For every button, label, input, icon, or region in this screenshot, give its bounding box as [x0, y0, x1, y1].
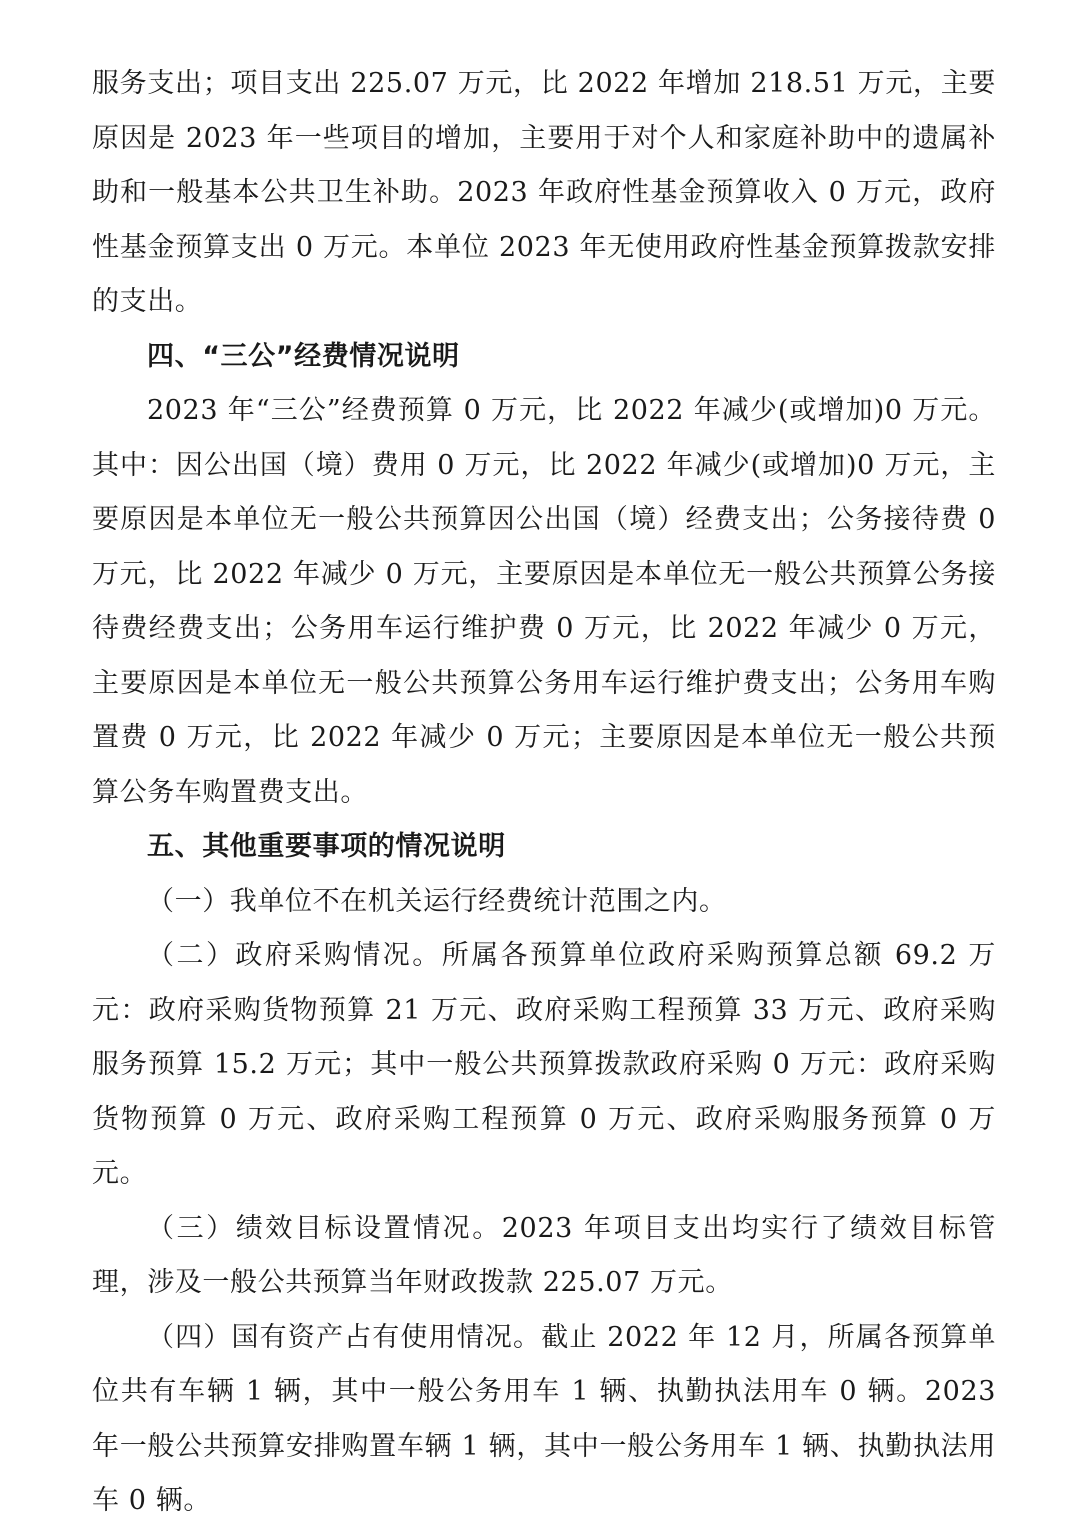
document-page	[92, 57, 996, 1529]
paragraph-budget-expenditure: 服务支出；项目支出 225.07 万元，比 2022 年增加 218.51 万元，主要原因是 2023 年一些项目的增加，主要用于对个人和家庭补助中的遗属补助和一般基本公共卫生补助。2023 年政府性基金预算收入 0 万元，政府性基金预算支出 0 万元。本单位 2023 年无使用政府性基金预算拨款安排的支出。	[92, 68, 996, 317]
paragraph-state-assets: （四）国有资产占有使用情况。截止 2022 年 12 月，所属各预算单位共有车辆 1 辆，其中一般公务用车 1 辆、执勤执法用车 0 辆。2023 年一般公共预算安排购置车辆 1 辆，其中一般公务用车 1 辆、执勤执法用车 0 辆。	[92, 1321, 996, 1516]
paragraph-performance-targets: （三）绩效目标设置情况。2023 年项目支出均实行了绩效目标管理，涉及一般公共预算当年财政拨款 225.07 万元。	[92, 1212, 996, 1298]
paragraph-operating-costs: （一）我单位不在机关运行经费统计范围之内。	[147, 885, 727, 917]
paragraph-three-public-expenses: 2023 年“三公”经费预算 0 万元，比 2022 年减少(或增加)0 万元。其中：因公出国（境）费用 0 万元，比 2022 年减少(或增加)0 万元，主要原因是本单位无一般公共预算因公出国（境）经费支出；公务接待费 0 万元，比 2022 年减少 0 万元，主要原因是本单位无一般公共预算公务接待费经费支出；公务用车运行维护费 0 万元，比 2022 年减少 0 万元，主要原因是本单位无一般公共预算公务用车运行维护费支出；公务用车购置费 0 万元，比 2022 年减少 0 万元；主要原因是本单位无一般公共预算公务车购置费支出。	[92, 395, 996, 808]
section-heading-three-public-expenses: 四、“三公”经费情况说明	[147, 340, 460, 372]
paragraph-government-procurement: （二）政府采购情况。所属各预算单位政府采购预算总额 69.2 万元：政府采购货物预算 21 万元、政府采购工程预算 33 万元、政府采购服务预算 15.2 万元；其中一般公共预算拨款政府采购 0 万元：政府采购货物预算 0 万元、政府采购工程预算 0 万元、政府采购服务预算 0 万元。	[92, 940, 996, 1189]
section-heading-other-matters: 五、其他重要事项的情况说明	[147, 831, 506, 862]
